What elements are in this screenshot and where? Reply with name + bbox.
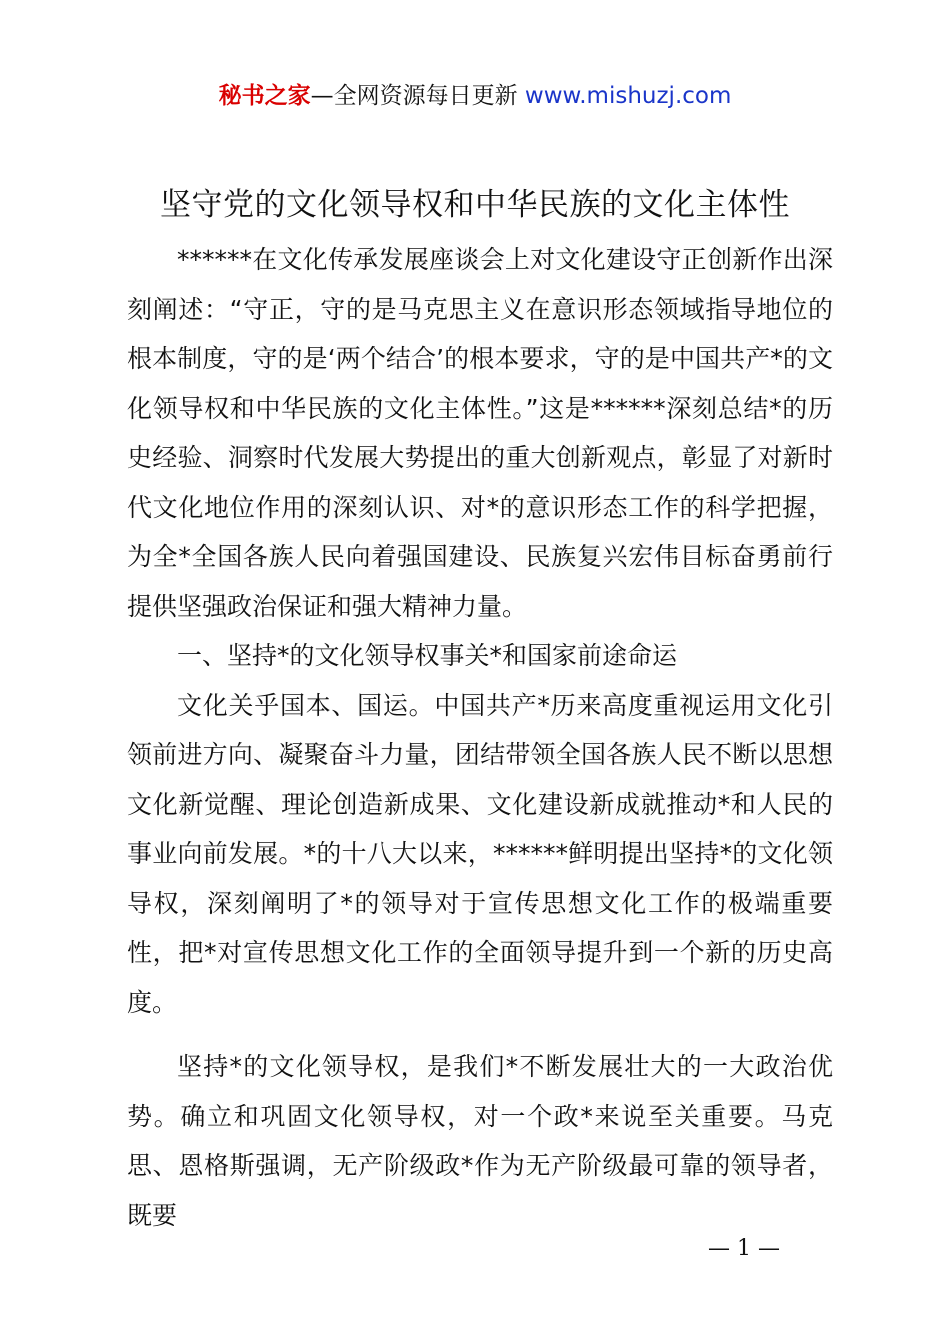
paragraph-intro: ******在文化传承发展座谈会上对文化建设守正创新作出深刻阐述：“守正，守的是马克思主义在意识形态领域指导地位的根本制度，守的是‘两个结合’的根本要求，守的是中国共产*的文化领导权和中华民族的文化主体性。”这是******深刻总结*的历史经验、洞察时代发展大势提出的重大创新观点，彰显了对新时代文化地位作用的深刻认识、对*的意识形态工作的科学把握，为全*全国各族人民向着强国建设、民族复兴宏伟目标奋勇前行提供坚强政治保证和强大精神力量。 xyxy=(127,245,833,621)
site-header xyxy=(0,80,950,112)
document-body xyxy=(127,235,833,1240)
paragraph-political-advantage: 坚持*的文化领导权，是我们*不断发展壮大的一大政治优势。确立和巩固文化领导权，对一个政*来说至关重要。马克思、恩格斯强调，无产阶级政*作为无产阶级最可靠的领导者，既要 xyxy=(127,1052,833,1230)
header-tagline: —全网资源每日更新 xyxy=(310,83,525,109)
document-title: 坚守党的文化领导权和中华民族的文化主体性 xyxy=(160,187,790,223)
site-url-link[interactable]: www.mishuzj.com xyxy=(524,83,732,109)
section-heading-1: 一、坚持*的文化领导权事关*和国家前途命运 xyxy=(177,641,678,670)
page-number: — 1 — xyxy=(708,1236,780,1261)
paragraph-culture-national-fate: 文化关乎国本、国运。中国共产*历来高度重视运用文化引领前进方向、凝聚奋斗力量，团结带领全国各族人民不断以思想文化新觉醒、理论创造新成果、文化建设新成就推动*和人民的事业向前发展。*的十八大以来，******鲜明提出坚持*的文化领导权，深刻阐明了*的领导对于宣传思想文化工作的极端重要性，把*对宣传思想文化工作的全面领导提升到一个新的历史高度。 xyxy=(127,690,833,1017)
brand-name: 秘书之家 xyxy=(218,83,311,109)
